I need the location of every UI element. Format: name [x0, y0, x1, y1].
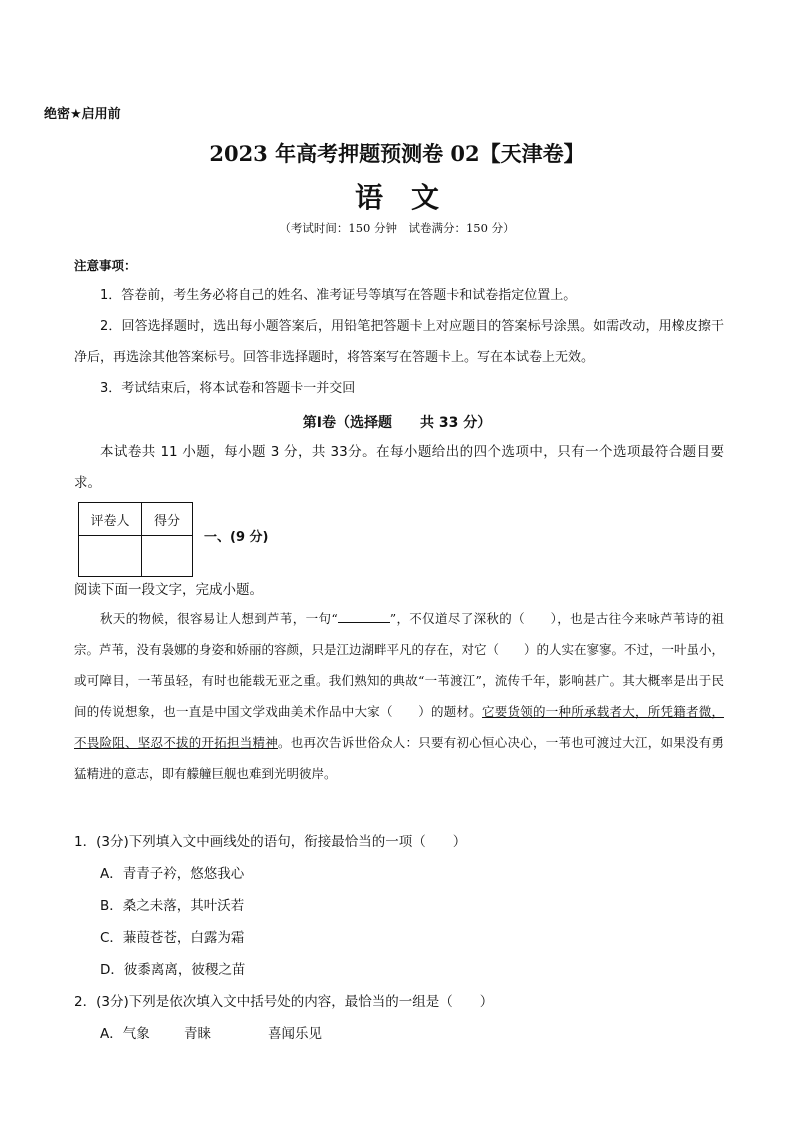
subject-title: 语文 [354, 181, 467, 214]
section-label: 一、(9 分) [204, 530, 269, 545]
option-a-word-1: A．气象 [100, 1026, 150, 1042]
question-2-option-a [100, 1022, 322, 1042]
score-table-header-grader: 评卷人 [79, 503, 142, 536]
passage-text-3: 。也再次告诉世俗众人：只要有初心恒心决心，一苇也可渡过大江，如果没有勇猛精进的意志，即有艨艟巨舰也难到光明彼岸。 [74, 735, 724, 781]
passage-text-1: 秋天的物候，很容易让人想到芦苇，一句“ [100, 611, 338, 626]
exam-time-info: （考试时间：150 分钟 试卷满分：150 分） [279, 221, 515, 235]
notice-item: 3．考试结束后，将本试卷和答题卡一并交回 [100, 381, 356, 396]
question-1-option-d: D．彼黍离离，彼稷之苗 [100, 962, 246, 978]
option-a-word-3: 喜闻乐见 [268, 1026, 322, 1042]
confidential-mark: 绝密★启用前 [44, 107, 121, 122]
question-1-option-b: B．桑之未落，其叶沃若 [100, 898, 245, 914]
reading-passage [74, 603, 724, 789]
fill-blank-line [338, 610, 390, 623]
score-table-header-score: 得分 [142, 503, 193, 536]
part-intro: 本试卷共 11 小题，每小题 3 分，共 33分。在每小题给出的四个选项中，只有一个选项最符合题目要求。 [74, 444, 724, 491]
option-a-word-2: 青睐 [184, 1026, 211, 1042]
reading-instruction: 阅读下面一段文字，完成小题。 [74, 582, 263, 598]
notice-list [74, 280, 724, 404]
notice-item: 2．回答选择题时，选出每小题答案后，用铅笔把答题卡上对应题目的答案标号涂黑。如需改动，用橡皮擦干净后，再选涂其他答案标号。回答非选择题时，将答案写在答题卡上。写在本试卷上无效。 [74, 319, 724, 365]
part-title: 第Ⅰ卷（选择题 共 33 分） [302, 415, 492, 431]
passage-text-2: ”，不仅道尽了深秋的（ ），也是古往今来咏芦苇诗的祖宗。芦苇，没有袅娜的身姿和娇丽的容颜，只是江边湖畔平凡的存在，对它（ ）的人实在寥寥。不过，一叶虽小，或可障目，一苇虽轻，有时也能载无亚之重。我们熟知的典故“一苇渡江”，流传千年，影响甚广。其大概率是出于民间的传说想象，也一直是中国文学戏曲美术作品中大家（ ）的题材。 [74, 611, 725, 719]
question-1-option-a: A．青青子衿，悠悠我心 [100, 866, 245, 882]
score-table-cell-grader [79, 536, 142, 577]
notice-item: 1．答卷前，考生务必将自己的姓名、准考证号等填写在答题卡和试卷指定位置上。 [100, 288, 577, 303]
score-table-cell-score [142, 536, 193, 577]
question-1-option-c: C．蒹葭苍苍，白露为霜 [100, 930, 245, 946]
passage-underlined-text: 它要货领的一种所承载者大，所凭籍者微，不畏险阻、坚忍不拔的开拓担当精神 [74, 704, 724, 750]
score-table [78, 502, 193, 577]
exam-title: 2023 年高考押题预测卷 02【天津卷】 [209, 141, 585, 166]
question-2-stem: 2．(3分)下列是依次填入文中括号处的内容，最恰当的一组是（ ） [74, 994, 494, 1010]
notice-title: 注意事项： [74, 258, 137, 273]
question-1-stem: 1．(3分)下列填入文中画线处的语句，衔接最恰当的一项（ ） [74, 834, 467, 850]
